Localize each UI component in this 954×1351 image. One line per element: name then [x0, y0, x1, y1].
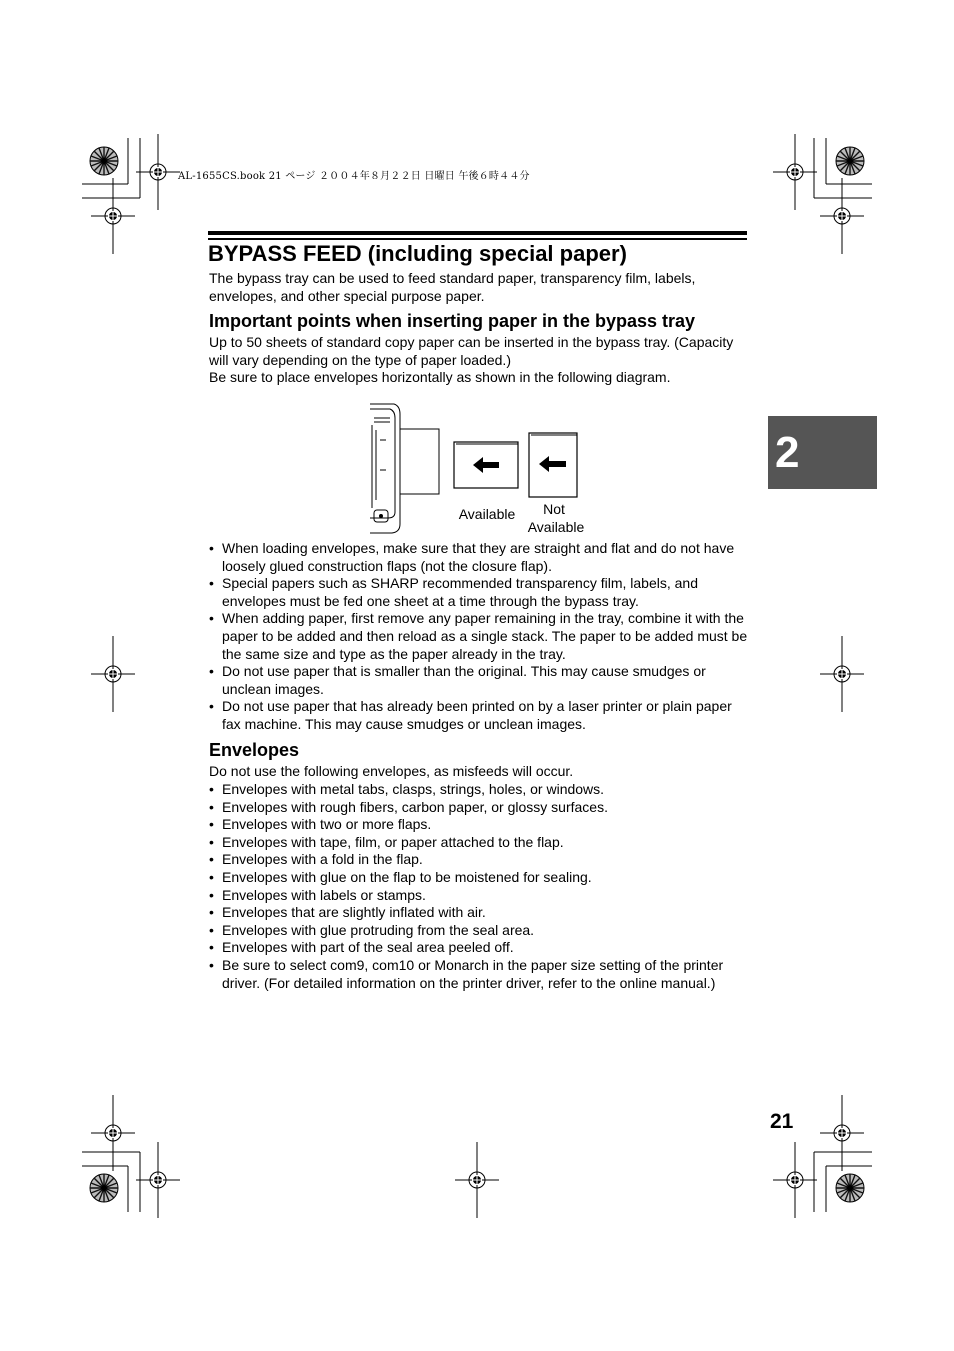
list-item: • Special papers such as SHARP recommended transparency film, labels, and envelopes must be fed one sheet at a time through the bypass tray.	[209, 575, 749, 610]
not-available-label-line1: Not	[543, 501, 565, 517]
chapter-tab: 2	[768, 416, 877, 489]
list-item: • Envelopes with glue on the flap to be moistened for sealing.	[209, 869, 749, 887]
envelopes-heading: Envelopes	[209, 740, 300, 760]
list-item: • Envelopes with labels or stamps.	[209, 887, 749, 905]
list-item: • Do not use paper that has already been printed on by a laser printer or plain paper fax machine. This may cause smudges or unclean images.	[209, 698, 749, 733]
list-item: • When loading envelopes, make sure that they are straight and flat and do not have loosely glued construction flaps (not the closure flap).	[209, 540, 749, 575]
list-item: • Envelopes with glue protruding from the seal area.	[209, 922, 749, 940]
intro-paragraph: The bypass tray can be used to feed standard paper, transparency film, labels, envelopes, and other special purpose paper.	[209, 270, 696, 304]
envelopes-list	[209, 781, 749, 992]
list-item: • Envelopes with metal tabs, clasps, strings, holes, or windows.	[209, 781, 749, 799]
print-info-header: AL-1655CS.book 21 ページ ２００４年８月２２日 日曜日 午後６時４４分	[178, 171, 530, 182]
list-item: • Envelopes that are slightly inflated with air.	[209, 904, 749, 922]
list-item: • Envelopes with tape, film, or paper attached to the flap.	[209, 834, 749, 852]
not-available-label-line2: Available	[527, 519, 585, 535]
list-item: • Envelopes with part of the seal area peeled off.	[209, 939, 749, 957]
envelope-orientation-paragraph: Be sure to place envelopes horizontally as shown in the following diagram.	[209, 369, 671, 385]
list-item: • Do not use paper that is smaller than the original. This may cause smudges or unclean images.	[209, 663, 749, 698]
list-item: • Envelopes with rough fibers, carbon paper, or glossy surfaces.	[209, 799, 749, 817]
list-item: • Be sure to select com9, com10 or Monarch in the paper size setting of the printer driver. (For detailed information on the printer driver, refer to the online manual.)	[209, 957, 749, 992]
list-item: • When adding paper, first remove any paper remaining in the tray, combine it with the paper to be added and then reload as a single stack. The paper to be added must be the same size and type as the paper already in the tray.	[209, 610, 749, 663]
loading-notes-list	[209, 540, 749, 734]
envelope-not-available-icon	[528, 432, 580, 500]
available-label: Available	[458, 506, 516, 522]
envelopes-intro: Do not use the following envelopes, as misfeeds will occur.	[209, 763, 574, 779]
page-number: 21	[770, 1110, 794, 1133]
title-rule-thick	[208, 231, 747, 235]
capacity-paragraph: Up to 50 sheets of standard copy paper can be inserted in the bypass tray. (Capacity will vary depending on the type of paper loaded.)	[209, 334, 734, 368]
page-title: BYPASS FEED (including special paper)	[208, 241, 627, 266]
important-points-heading: Important points when inserting paper in the bypass tray	[209, 311, 696, 331]
list-item: • Envelopes with a fold in the flap.	[209, 851, 749, 869]
envelope-available-icon	[453, 441, 521, 491]
list-item: • Envelopes with two or more flaps.	[209, 816, 749, 834]
